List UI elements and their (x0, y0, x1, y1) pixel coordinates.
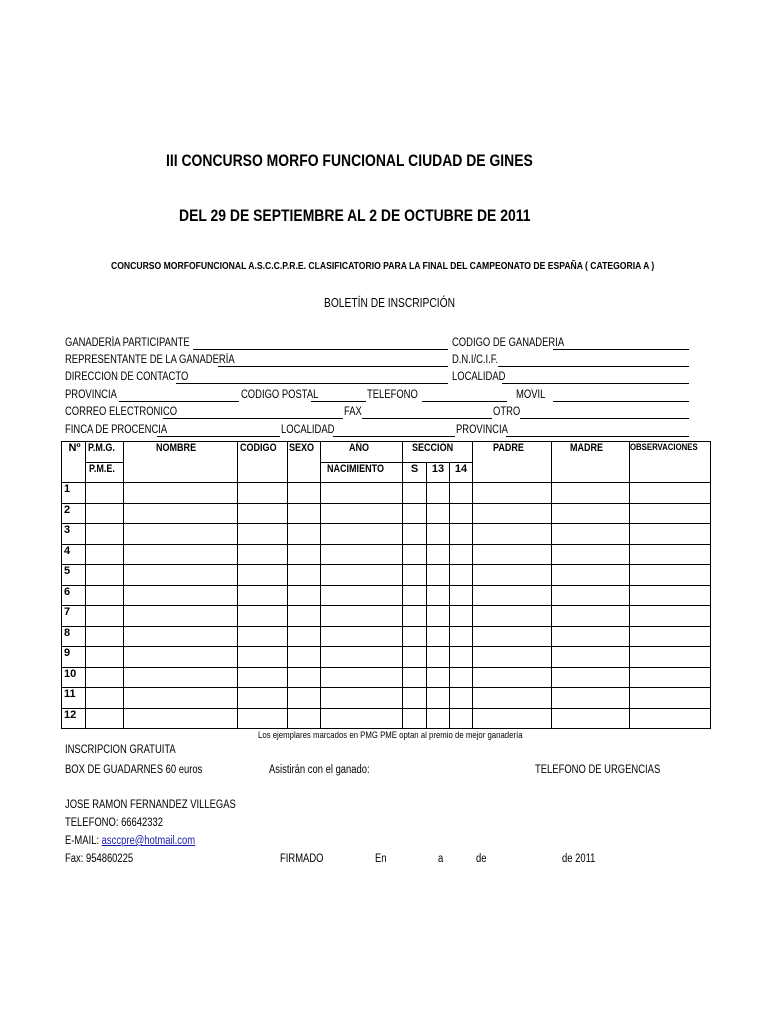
table-cell[interactable] (124, 708, 238, 729)
table-cell[interactable] (450, 647, 473, 668)
field-direccion[interactable] (176, 383, 448, 384)
table-cell[interactable] (288, 524, 321, 545)
table-cell[interactable] (552, 688, 630, 709)
field-localidad-finca[interactable] (333, 436, 455, 437)
table-cell[interactable] (238, 647, 288, 668)
label-codigo-ganaderia: CODIGO DE GANADERIA (452, 337, 565, 349)
table-cell[interactable] (473, 647, 552, 668)
table-cell[interactable] (427, 688, 450, 709)
table-cell[interactable] (450, 544, 473, 565)
animals-table (61, 441, 711, 729)
col-pmg-header: P.M.G. (86, 442, 124, 463)
table-cell[interactable] (473, 688, 552, 709)
table-cell[interactable] (427, 708, 450, 729)
table-row (62, 647, 711, 668)
table-cell[interactable] (403, 483, 427, 504)
table-cell[interactable] (403, 667, 427, 688)
table-cell[interactable] (427, 647, 450, 668)
table-cell[interactable] (288, 626, 321, 647)
table-cell[interactable] (86, 626, 124, 647)
signature-en: En (375, 853, 387, 865)
signature-firmado: FIRMADO (280, 853, 324, 865)
table-cell[interactable] (86, 606, 124, 627)
field-movil[interactable] (553, 401, 689, 402)
field-correo[interactable] (163, 418, 343, 419)
table-cell[interactable] (238, 667, 288, 688)
table-cell[interactable] (427, 565, 450, 586)
field-finca[interactable] (157, 436, 280, 437)
label-provincia-finca: PROVINCIA (456, 424, 508, 436)
label-otro: OTRO (493, 406, 521, 418)
col-pme-header: P.M.E. (86, 462, 124, 483)
table-cell[interactable] (321, 647, 403, 668)
row-number: 10 (62, 667, 86, 688)
label-correo: CORREO ELECTRONICO (65, 406, 178, 418)
footer-telefono-urgencias: TELEFONO DE URGENCIAS (535, 764, 661, 776)
table-row (62, 503, 711, 524)
row-number: 6 (62, 585, 86, 606)
table-cell[interactable] (403, 606, 427, 627)
table-cell[interactable] (630, 606, 711, 627)
table-cell[interactable] (552, 647, 630, 668)
table-cell[interactable] (288, 565, 321, 586)
table-cell[interactable] (630, 688, 711, 709)
table-cell[interactable] (288, 647, 321, 668)
col-sec-14-header: 14 (450, 462, 473, 483)
table-row (62, 606, 711, 627)
col-sec-13-header: 13 (427, 462, 450, 483)
row-number: 4 (62, 544, 86, 565)
table-row (62, 667, 711, 688)
footer-inscripcion: INSCRIPCION GRATUITA (65, 744, 176, 756)
table-cell[interactable] (124, 503, 238, 524)
table-cell[interactable] (321, 585, 403, 606)
table-cell[interactable] (450, 585, 473, 606)
table-cell[interactable] (552, 708, 630, 729)
row-number: 8 (62, 626, 86, 647)
row-number: 12 (62, 708, 86, 729)
table-cell[interactable] (86, 647, 124, 668)
field-localidad[interactable] (502, 383, 689, 384)
table-cell[interactable] (238, 524, 288, 545)
table-row (62, 708, 711, 729)
table-cell[interactable] (552, 626, 630, 647)
table-row (62, 483, 711, 504)
table-cell[interactable] (552, 544, 630, 565)
field-representante[interactable] (218, 366, 448, 367)
table-cell[interactable] (630, 565, 711, 586)
table-cell[interactable] (552, 606, 630, 627)
contact-name: JOSE RAMON FERNANDEZ VILLEGAS (65, 799, 236, 811)
table-cell[interactable] (86, 524, 124, 545)
col-ano-header: AÑO (321, 442, 403, 463)
label-dni: D.N.I/C.I.F. (452, 354, 499, 366)
col-seccion-header: SECCIÓN (403, 442, 473, 463)
table-cell[interactable] (321, 688, 403, 709)
table-cell[interactable] (124, 647, 238, 668)
field-ganaderia[interactable] (193, 349, 448, 350)
field-codigo-postal[interactable] (311, 401, 366, 402)
table-cell[interactable] (403, 565, 427, 586)
table-cell[interactable] (427, 626, 450, 647)
table-cell[interactable] (321, 544, 403, 565)
table-cell[interactable] (124, 667, 238, 688)
table-cell[interactable] (473, 626, 552, 647)
table-cell[interactable] (86, 708, 124, 729)
document-title: III CONCURSO MORFO FUNCIONAL CIUDAD DE GINES (166, 151, 533, 170)
form-title: BOLETÍN DE INSCRIPCIÓN (324, 296, 455, 310)
table-cell[interactable] (427, 585, 450, 606)
table-cell[interactable] (473, 565, 552, 586)
table-cell[interactable] (321, 708, 403, 729)
signature-de: de (476, 853, 487, 865)
table-cell[interactable] (321, 667, 403, 688)
table-cell[interactable] (552, 503, 630, 524)
contact-phone: TELEFONO: 66642332 (65, 817, 164, 829)
contact-fax: Fax: 954860225 (65, 853, 134, 865)
footer-box: BOX DE GUADARNES 60 euros (65, 764, 203, 776)
table-cell[interactable] (238, 483, 288, 504)
table-cell[interactable] (427, 483, 450, 504)
table-cell[interactable] (288, 503, 321, 524)
label-direccion: DIRECCION DE CONTACTO (65, 371, 189, 383)
table-cell[interactable] (450, 667, 473, 688)
table-cell[interactable] (403, 544, 427, 565)
field-otro[interactable] (520, 418, 689, 419)
table-cell[interactable] (86, 667, 124, 688)
label-movil: MOVIL (516, 389, 546, 401)
table-cell[interactable] (403, 503, 427, 524)
table-cell[interactable] (450, 503, 473, 524)
table-cell[interactable] (630, 626, 711, 647)
table-row (62, 688, 711, 709)
table-cell[interactable] (124, 524, 238, 545)
field-telefono[interactable] (422, 401, 507, 402)
row-number: 3 (62, 524, 86, 545)
row-number: 9 (62, 647, 86, 668)
col-observaciones-header: OBSERVACIONES (630, 442, 711, 483)
table-cell[interactable] (321, 483, 403, 504)
table-cell[interactable] (552, 585, 630, 606)
table-cell[interactable] (288, 708, 321, 729)
table-cell[interactable] (86, 585, 124, 606)
table-cell[interactable] (238, 626, 288, 647)
label-fax: FAX (344, 406, 362, 418)
label-localidad-finca: LOCALIDAD (281, 424, 335, 436)
table-cell[interactable] (450, 626, 473, 647)
table-cell[interactable] (403, 626, 427, 647)
email-link[interactable]: asccpre@hotmail.com (101, 835, 196, 847)
label-finca: FINCA DE PROCENCIA (65, 424, 168, 436)
table-cell[interactable] (403, 688, 427, 709)
row-number: 7 (62, 606, 86, 627)
table-cell[interactable] (552, 667, 630, 688)
col-madre-header: MADRE (552, 442, 630, 483)
table-cell[interactable] (321, 606, 403, 627)
table-cell[interactable] (124, 626, 238, 647)
table-cell[interactable] (288, 667, 321, 688)
table-cell[interactable] (630, 483, 711, 504)
table-cell[interactable] (473, 708, 552, 729)
table-cell[interactable] (630, 503, 711, 524)
label-ganaderia: GANADERÍA PARTICIPANTE (65, 337, 190, 349)
table-cell[interactable] (86, 503, 124, 524)
table-cell[interactable] (473, 606, 552, 627)
table-cell[interactable] (552, 524, 630, 545)
table-row (62, 544, 711, 565)
table-cell[interactable] (321, 565, 403, 586)
signature-year: de 2011 (562, 853, 596, 865)
table-cell[interactable] (321, 524, 403, 545)
table-cell[interactable] (473, 483, 552, 504)
table-cell[interactable] (288, 544, 321, 565)
table-cell[interactable] (552, 483, 630, 504)
signature-a: a (438, 853, 444, 865)
col-codigo-header: CODIGO (238, 442, 288, 483)
table-cell[interactable] (427, 667, 450, 688)
table-header-row-1 (62, 442, 711, 463)
table-cell[interactable] (427, 503, 450, 524)
table-cell[interactable] (321, 503, 403, 524)
table-cell[interactable] (238, 688, 288, 709)
table-cell[interactable] (473, 585, 552, 606)
contact-email: E-MAIL: asccpre@hotmail.com (65, 835, 196, 847)
row-number: 2 (62, 503, 86, 524)
table-cell[interactable] (124, 585, 238, 606)
table-cell[interactable] (630, 647, 711, 668)
col-nacimiento-header: NACIMIENTO (321, 462, 403, 483)
table-cell[interactable] (630, 585, 711, 606)
table-note: Los ejemplares marcados en PMG PME optan al premio de mejor ganadería (258, 730, 523, 741)
table-row (62, 565, 711, 586)
table-cell[interactable] (450, 524, 473, 545)
table-cell[interactable] (450, 483, 473, 504)
table-cell[interactable] (450, 708, 473, 729)
table-cell[interactable] (238, 708, 288, 729)
col-num-header: Nº (62, 442, 86, 483)
table-cell[interactable] (124, 688, 238, 709)
label-localidad: LOCALIDAD (452, 371, 506, 383)
table-row (62, 524, 711, 545)
table-cell[interactable] (288, 585, 321, 606)
table-cell[interactable] (630, 708, 711, 729)
table-cell[interactable] (403, 524, 427, 545)
table-cell[interactable] (427, 524, 450, 545)
table-cell[interactable] (238, 544, 288, 565)
table-cell[interactable] (288, 606, 321, 627)
table-cell[interactable] (86, 688, 124, 709)
table-cell[interactable] (403, 585, 427, 606)
table-row (62, 626, 711, 647)
table-cell[interactable] (86, 565, 124, 586)
col-padre-header: PADRE (473, 442, 552, 483)
table-cell[interactable] (238, 503, 288, 524)
field-dni[interactable] (498, 366, 689, 367)
table-cell[interactable] (288, 688, 321, 709)
table-cell[interactable] (473, 544, 552, 565)
table-cell[interactable] (86, 483, 124, 504)
footer-asistiran: Asistirán con el ganado: (269, 764, 370, 776)
event-dates: DEL 29 DE SEPTIEMBRE AL 2 DE OCTUBRE DE 2011 (179, 206, 531, 225)
table-cell[interactable] (427, 606, 450, 627)
table-cell[interactable] (238, 606, 288, 627)
table-cell[interactable] (124, 606, 238, 627)
table-cell[interactable] (403, 647, 427, 668)
table-cell[interactable] (403, 708, 427, 729)
row-number: 11 (62, 688, 86, 709)
field-provincia[interactable] (119, 401, 239, 402)
field-fax[interactable] (362, 418, 492, 419)
table-cell[interactable] (86, 544, 124, 565)
table-cell[interactable] (450, 688, 473, 709)
field-provincia-finca[interactable] (506, 436, 689, 437)
col-nombre-header: NOMBRE (124, 442, 238, 483)
table-cell[interactable] (124, 483, 238, 504)
row-number: 1 (62, 483, 86, 504)
label-provincia: PROVINCIA (65, 389, 117, 401)
table-cell[interactable] (427, 544, 450, 565)
table-cell[interactable] (238, 585, 288, 606)
table-cell[interactable] (630, 667, 711, 688)
row-number: 5 (62, 565, 86, 586)
label-telefono: TELEFONO (367, 389, 418, 401)
document-subtitle: CONCURSO MORFOFUNCIONAL A.S.C.C.P.R.E. CLASIFICATORIO PARA LA FINAL DEL CAMPEONATO DE ESPAÑA ( CATEGORIA A ) (111, 260, 655, 272)
table-cell[interactable] (552, 565, 630, 586)
label-codigo-postal: CODIGO POSTAL (241, 389, 319, 401)
col-sec-s-header: S (403, 462, 427, 483)
table-cell[interactable] (238, 565, 288, 586)
table-cell[interactable] (124, 565, 238, 586)
table-cell[interactable] (124, 544, 238, 565)
col-sexo-header: SEXO (288, 442, 321, 483)
label-representante: REPRESENTANTE DE LA GANADERÍA (65, 354, 235, 366)
table-cell[interactable] (630, 524, 711, 545)
table-cell[interactable] (630, 544, 711, 565)
table-cell[interactable] (473, 524, 552, 545)
table-cell[interactable] (450, 606, 473, 627)
table-row (62, 585, 711, 606)
table-cell[interactable] (321, 626, 403, 647)
table-cell[interactable] (288, 483, 321, 504)
table-cell[interactable] (450, 565, 473, 586)
field-codigo-ganaderia[interactable] (553, 349, 689, 350)
table-cell[interactable] (473, 503, 552, 524)
table-cell[interactable] (473, 667, 552, 688)
